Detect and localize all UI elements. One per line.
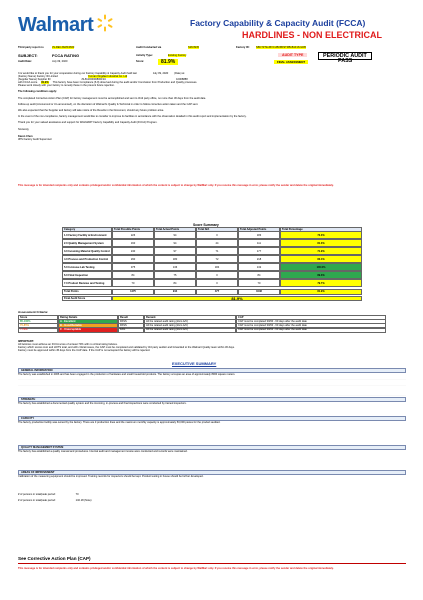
header-adjusted: Total Adjusted Points bbox=[238, 227, 280, 232]
report-no-label: Third party report no bbox=[18, 46, 44, 49]
condition-3: We also expected that the Supplier and factory will take notice of the Results in the Document, should any future problem arise. bbox=[18, 108, 165, 112]
score-row-value: 160 bbox=[112, 239, 154, 247]
section-qms: QUALITY MANAGEMENT SYSTEM bbox=[18, 445, 406, 450]
score-row-value: 84 bbox=[112, 271, 154, 279]
assess-score: 85-100% bbox=[18, 319, 58, 324]
assess-cap: CAP must be completed 30/60 - 60 days after the audit date bbox=[236, 327, 386, 332]
fcca-score-note-2: Please work closely with your factory to remedy these in the prevent future rejection. bbox=[18, 84, 115, 88]
activity-label: Activity Type: bbox=[136, 54, 153, 57]
assess-head-score: Score bbox=[18, 315, 58, 320]
assess-score: < 70% bbox=[18, 327, 58, 332]
assess-remark: All the related audit rating (Zero A/C) bbox=[144, 323, 236, 328]
score-row-value: 177 bbox=[238, 247, 280, 255]
score-row-value: 375 bbox=[112, 263, 154, 271]
important-block bbox=[18, 340, 406, 352]
letter-date: July 09, 2020 bbox=[152, 72, 169, 75]
assess-head-cap: CAP bbox=[236, 315, 386, 320]
strength-text: The factory has established a documented quality system and the incoming, in-process and final inspections were conducted by trained inspectors. bbox=[18, 402, 187, 406]
score-row-category: 5.0 In-House Lab Testing bbox=[62, 263, 112, 271]
assess-result: PASS bbox=[118, 323, 144, 328]
important-2: Factory which scores zero and HOTS total, and with critical issues, the CAP must be completed and validated by 3rd party auditor and forwarded to the Walmart Quality team within 30 days. bbox=[18, 346, 235, 350]
score-row-percentage: 73.0% bbox=[280, 231, 362, 239]
disclaimer-bottom: This message is for intended recipients only and contains privileged and/or confidential information of which the content is subject to change by WalMart only. If you receive this message in error, please notify the sender and delete the original immediately. bbox=[18, 567, 334, 570]
score-row-value: 136 bbox=[154, 263, 196, 271]
score-row-value: 0 bbox=[196, 271, 238, 279]
assess-head-rating: Rating Details bbox=[58, 315, 118, 320]
factory-id: NBC7ZTE-IBXCUBOBF9TRB1B1F18-GDB bbox=[256, 46, 306, 49]
score-row-percentage: 71.9% bbox=[280, 247, 362, 255]
assess-head-remark: Remark bbox=[144, 315, 236, 320]
audit-type: PERIODIC AUDIT bbox=[318, 52, 372, 60]
letter-intro: It is would like to thank you for your cooperation during our Factory Capability & Capacity Audit held last bbox=[18, 72, 137, 75]
subject: FCCA RATING bbox=[52, 53, 80, 58]
letter bbox=[18, 72, 408, 141]
info-block bbox=[18, 46, 406, 70]
assess-remark: All the related audit rating (Zero A/C) bbox=[144, 327, 236, 332]
total-value: 81.9% bbox=[280, 289, 362, 295]
fcca-score-value: 81.9% bbox=[41, 81, 49, 85]
assess-result: PASS bbox=[118, 319, 144, 324]
score-row bbox=[62, 239, 362, 247]
section-general-info: GENERAL INFORMATION bbox=[18, 368, 406, 373]
final-assessment-label: FINAL ASSESSMENT bbox=[274, 60, 308, 64]
assess-result: FAIL bbox=[118, 327, 144, 332]
assess-rating: C - Unacceptable bbox=[58, 327, 118, 332]
signer-name: Karen Chen bbox=[18, 135, 33, 139]
staff-1-value: 70 bbox=[75, 493, 79, 497]
score-row-value: 75 bbox=[154, 271, 196, 279]
score-row-value: 94 bbox=[154, 239, 196, 247]
section-strength: STRENGTH bbox=[18, 397, 406, 402]
final-audit-score-row bbox=[62, 296, 362, 301]
score-row bbox=[62, 263, 362, 271]
staff-2-label: # of persons in total/peak period: bbox=[18, 498, 56, 502]
condition-1: The completed Corrective Action Plan (CAP) for factory management must be accomplished and sent to third party office, no more than 30 days from the audit date. bbox=[18, 96, 207, 100]
total-label: Total Points bbox=[62, 289, 112, 295]
score-row-value: 218 bbox=[238, 255, 280, 263]
walmart-logo bbox=[18, 14, 114, 38]
final-audit-score-label: Final Audit Score bbox=[62, 296, 112, 301]
score-row-value: 240 bbox=[112, 247, 154, 255]
assess-rating: B - Good/Suitable bbox=[58, 323, 118, 328]
report-subtitle: HARDLINES - NON ELECTRICAL bbox=[242, 30, 382, 40]
score-row-value: 94 bbox=[154, 231, 196, 239]
general-info-text: The factory was established in 2006 and has been engaged in the production of hardware and small household products. The factory occupies an area of approximately 8000 square meters. bbox=[18, 373, 406, 397]
important-title: IMPORTANT: bbox=[18, 340, 34, 343]
total-value: 477 bbox=[196, 289, 238, 295]
staff-row-2 bbox=[18, 499, 406, 502]
date-label: Audit Date: bbox=[18, 60, 32, 63]
assessment-row bbox=[18, 327, 386, 332]
score-row-value: 70 bbox=[112, 279, 154, 287]
signer-title: 3PS Factory Audit Supervisor bbox=[18, 138, 52, 142]
score-row-value: 184 bbox=[196, 263, 238, 271]
assess-cap: CAP must be completed 30/60 - 60 days after the audit date bbox=[236, 323, 386, 328]
factory-id-label: Factory ID: bbox=[236, 46, 250, 49]
capacity-text: The factory production facility was owned by the factory. There are 3 production lines and the maximum monthly capacity is approximately 50,000 pieces for the product audited. bbox=[18, 421, 221, 425]
score-row-category: 2.0 Quality Management System bbox=[62, 239, 112, 247]
condition-2: Follow-up audit (Announced or Un-announced), on the discretion of Walmart's Quality & Technical in order to follow corrective action taken and the CAP sent. bbox=[18, 102, 199, 106]
score-row bbox=[62, 247, 362, 255]
section-areas-improvement: AREAS OF IMPROVEMENT bbox=[18, 470, 406, 475]
score-row-value: 72 bbox=[196, 255, 238, 263]
audit-type-label: AUDIT TYPE bbox=[278, 53, 307, 57]
areas-improvement-text: Calibration of the measuring equipment should be improved. Training records for inspectors should be kept. Product testing in house should be further developed. bbox=[18, 475, 204, 479]
score-row-value: 180 bbox=[154, 255, 196, 263]
score-row bbox=[62, 271, 362, 279]
header-na: Total N/A bbox=[196, 227, 238, 232]
executive-summary bbox=[18, 368, 406, 502]
header-category: Category bbox=[62, 227, 112, 232]
score-row-value: 111 bbox=[238, 239, 280, 247]
total-value: 1048 bbox=[238, 289, 280, 295]
assess-rating: A - Excellent bbox=[58, 319, 118, 324]
staff-2-value: 132.18 (Note) bbox=[75, 498, 92, 502]
spark-icon bbox=[96, 14, 114, 32]
auditor-label: Audit Conducted via bbox=[136, 46, 162, 49]
score-row-percentage: 79.7% bbox=[280, 279, 362, 287]
score-row bbox=[62, 279, 362, 287]
important-3: Factory must be approved within 45 days from the CAP date. If the CAP is not accepted the factory will be rejected. bbox=[18, 349, 151, 353]
condition-4: In the event of the non-compliance, factory management would like to consider to improve its facilities in accordance with the observation detailed in this audit report and implementation by the factory. bbox=[18, 114, 247, 118]
auditor: SMUSFB bbox=[188, 46, 199, 49]
assess-head-result: Result bbox=[118, 315, 144, 320]
disclaimer-top: This message is for intended recipients only and contains privileged and/or confidential information of which the content is subject to change by WalMart only. If you receive this message in error, please notify the sender and delete the original immediately. bbox=[18, 184, 334, 187]
score-row-value: 132 bbox=[238, 263, 280, 271]
total-value: 944 bbox=[154, 289, 196, 295]
score-row bbox=[62, 255, 362, 263]
sincerely: Sincerely, bbox=[18, 128, 30, 132]
thanks: Thank you for your valued assistance and support for WALMART Factory Capability and Capacity Audit (FCCA) Program. bbox=[18, 120, 158, 124]
date: July 09, 2020 bbox=[52, 60, 68, 63]
supplier-label: (Supplier Name) Supplier ID: bbox=[18, 78, 52, 82]
walmart-wordmark: Walmart bbox=[18, 14, 94, 36]
supplier-code: 10008888 bbox=[176, 78, 188, 82]
score: 81.9% bbox=[158, 59, 178, 65]
staff-row-1 bbox=[18, 493, 406, 496]
score-row-value: 226 bbox=[112, 231, 154, 239]
score-row-value: 183 bbox=[238, 231, 280, 239]
fcca-score-text: with FCCA score bbox=[18, 81, 38, 85]
score-total-row bbox=[62, 289, 362, 295]
important-1: All factories must achieve an FCCA score of at least 70% with no critical rating failures. bbox=[18, 343, 118, 347]
score-row-percentage: 81.0% bbox=[280, 239, 362, 247]
conditions-heading: The following conditions apply: bbox=[18, 90, 57, 94]
cap-title: See Corrective Action Plan (CAP) bbox=[18, 556, 91, 561]
factory-name-label: (Factory Name) Factory ID Limited bbox=[18, 75, 58, 79]
score-row-value: 0 bbox=[196, 279, 238, 287]
score-row-percentage: 82.4% bbox=[280, 255, 362, 263]
cap-divider bbox=[18, 563, 406, 564]
final-audit-score: 81.9% bbox=[112, 296, 362, 301]
score-row-value: 84 bbox=[154, 279, 196, 287]
score-row bbox=[62, 231, 362, 239]
assess-remark: All the related audit rating (Zero A/C) bbox=[144, 319, 236, 324]
score-summary-title: Score Summary bbox=[193, 223, 219, 227]
fcca-score-note: This factory have been Compliance (6.9) observed during the audit and/or Conclusion from Production and Quality processes. bbox=[52, 81, 198, 85]
final-assessment: PASS bbox=[338, 58, 353, 64]
assess-cap: CAP must be completed 30/90 - 60 days after the audit date bbox=[236, 319, 386, 324]
score-row-value: 0 bbox=[196, 231, 238, 239]
report-title: Factory Capability & Capacity Audit (FCCA) bbox=[190, 18, 366, 28]
subject-label: SUBJECT: bbox=[18, 53, 38, 58]
score-row-category: 1.0 Factory Facility & Environment bbox=[62, 231, 112, 239]
header-possible: Total Possible Points bbox=[112, 227, 154, 232]
header-actual: Total Actual Points bbox=[154, 227, 196, 232]
executive-summary-title: EXECUTIVE SUMMARY bbox=[172, 361, 217, 366]
assess-score: 70-85% bbox=[18, 323, 58, 328]
assessment-title: Assessment Criteria: bbox=[18, 310, 49, 314]
score-row-category: 3.0 Incoming Material Quality Control bbox=[62, 247, 112, 255]
score-row-value: 97 bbox=[154, 247, 196, 255]
score-row-value: 84 bbox=[238, 271, 280, 279]
score-label: Score: bbox=[136, 60, 145, 63]
score-row-category: 7.0 Product Reviews and Testing bbox=[62, 279, 112, 287]
score-row-category: 4.0 Process and Production Control bbox=[62, 255, 112, 263]
score-row-value: 44 bbox=[196, 239, 238, 247]
report-no: JS-REC-B2ZF4663 bbox=[52, 46, 75, 49]
staff-1-label: # of persons in total/peak period: bbox=[18, 493, 56, 497]
supplier-id: JS-B-R200008001SC bbox=[81, 78, 107, 82]
factory-name: Yunnan Xingdao Industrial Co. Ltd bbox=[87, 75, 128, 79]
activity: Existing Factory bbox=[168, 54, 187, 57]
score-row-percentage: 89.3% bbox=[280, 271, 362, 279]
header-percentage: Total Percentage bbox=[280, 227, 362, 232]
score-row-percentage: 100.0% bbox=[280, 263, 362, 271]
total-value: 1475 bbox=[112, 289, 154, 295]
section-capacity: CAPACITY bbox=[18, 416, 406, 421]
score-row-value: 70 bbox=[238, 279, 280, 287]
qms-text: The factory has established a quality manual and procedures. Internal audit and management review were conducted and records were maintained. bbox=[18, 450, 188, 454]
letter-date-suffix: (Date) at bbox=[174, 72, 185, 75]
score-row-value: 71 bbox=[196, 247, 238, 255]
score-row-category: 6.0 Final Inspection bbox=[62, 271, 112, 279]
score-row-value: 290 bbox=[112, 255, 154, 263]
